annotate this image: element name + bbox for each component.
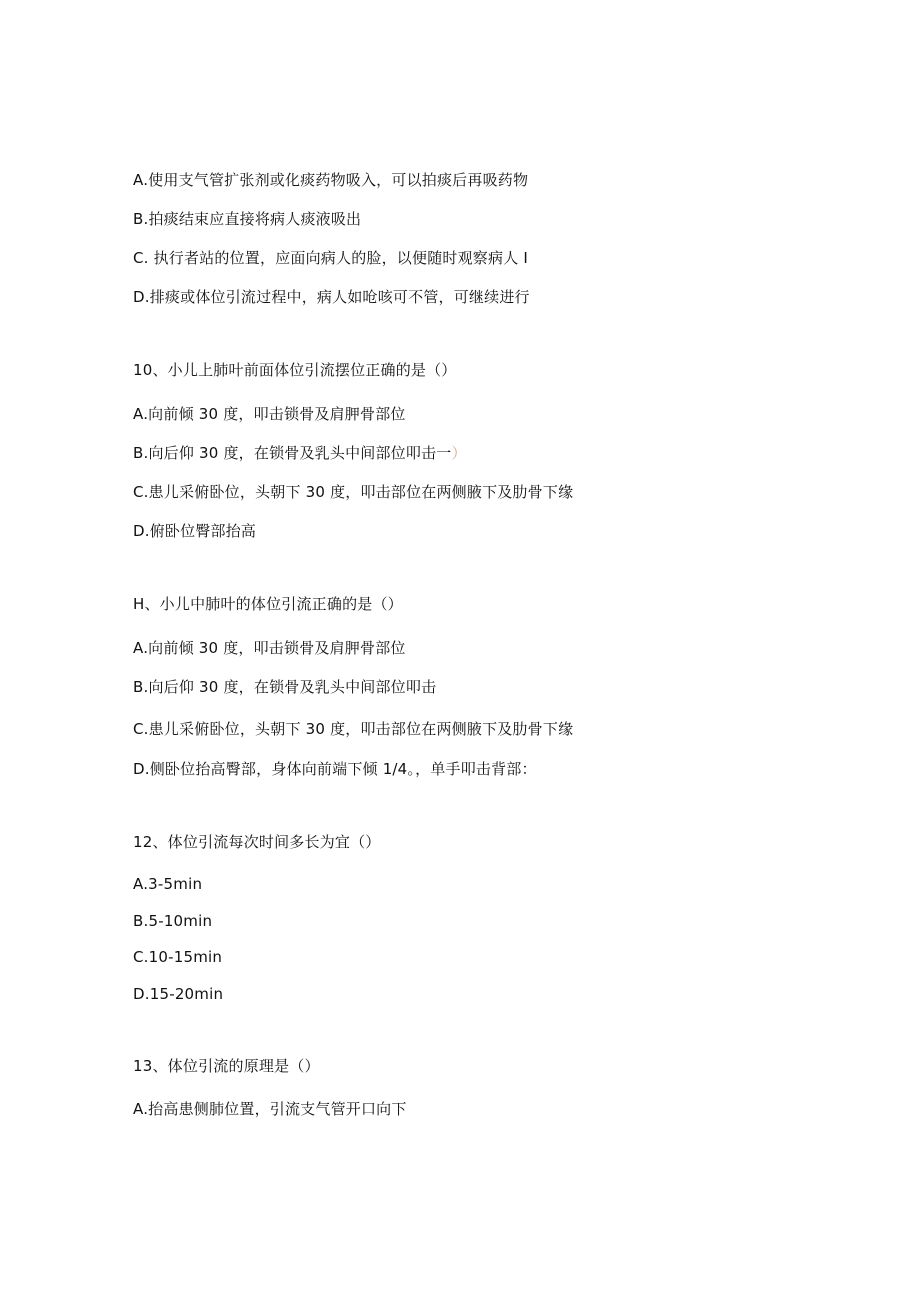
q12-option-d: D.15-20min [133,985,224,1003]
q10-option-a: A.向前倾 30 度，叩击锁骨及肩胛骨部位 [133,405,406,423]
q9-option-d: D.排痰或体位引流过程中，病人如呛咳可不管，可继续进行 [133,288,530,306]
q12-option-c: C.10-15min [133,948,223,966]
q12-option-a: A.3-5min [133,875,203,893]
q11-option-a: A.向前倾 30 度，叩击锁骨及肩胛骨部位 [133,639,406,657]
question-12: 12、体位引流每次时间多长为宜（） [133,833,381,851]
q10-option-d: D.俯卧位臀部抬高 [133,522,257,540]
question-10: 10、小儿上肺叶前面体位引流摆位正确的是（） [133,361,457,379]
q9-option-b: B.拍痰结束应直接将病人痰液吸出 [133,210,362,228]
faint-bracket-mark: ） [451,444,467,462]
q13-option-a: A.抬高患侧肺位置，引流支气管开口向下 [133,1100,407,1118]
q11-option-c: C.患儿采俯卧位，头朝下 30 度，叩击部位在两侧腋下及肋骨下缘 [133,720,574,738]
q9-option-a: A.使用支气管扩张剂或化痰药物吸入，可以拍痰后再吸药物 [133,171,529,189]
q10-option-c: C.患儿采俯卧位，头朝下 30 度，叩击部位在两侧腋下及肋骨下缘 [133,483,574,501]
question-11: H、小儿中肺叶的体位引流正确的是（） [133,595,403,613]
q11-option-d: D.侧卧位抬高臀部，身体向前端下倾 1/4。，单手叩击背部： [133,760,537,778]
question-13: 13、体位引流的原理是（） [133,1057,320,1075]
q9-option-c: C. 执行者站的位置，应面向病人的脸，以便随时观察病人 I [133,249,529,267]
q12-option-b: B.5-10min [133,912,213,930]
q10-option-b [133,443,467,463]
q10-option-b-text: B.向后仰 30 度，在锁骨及乳头中间部位叩击一 [133,444,452,462]
q11-option-b: B.向后仰 30 度，在锁骨及乳头中间部位叩击 [133,678,437,696]
